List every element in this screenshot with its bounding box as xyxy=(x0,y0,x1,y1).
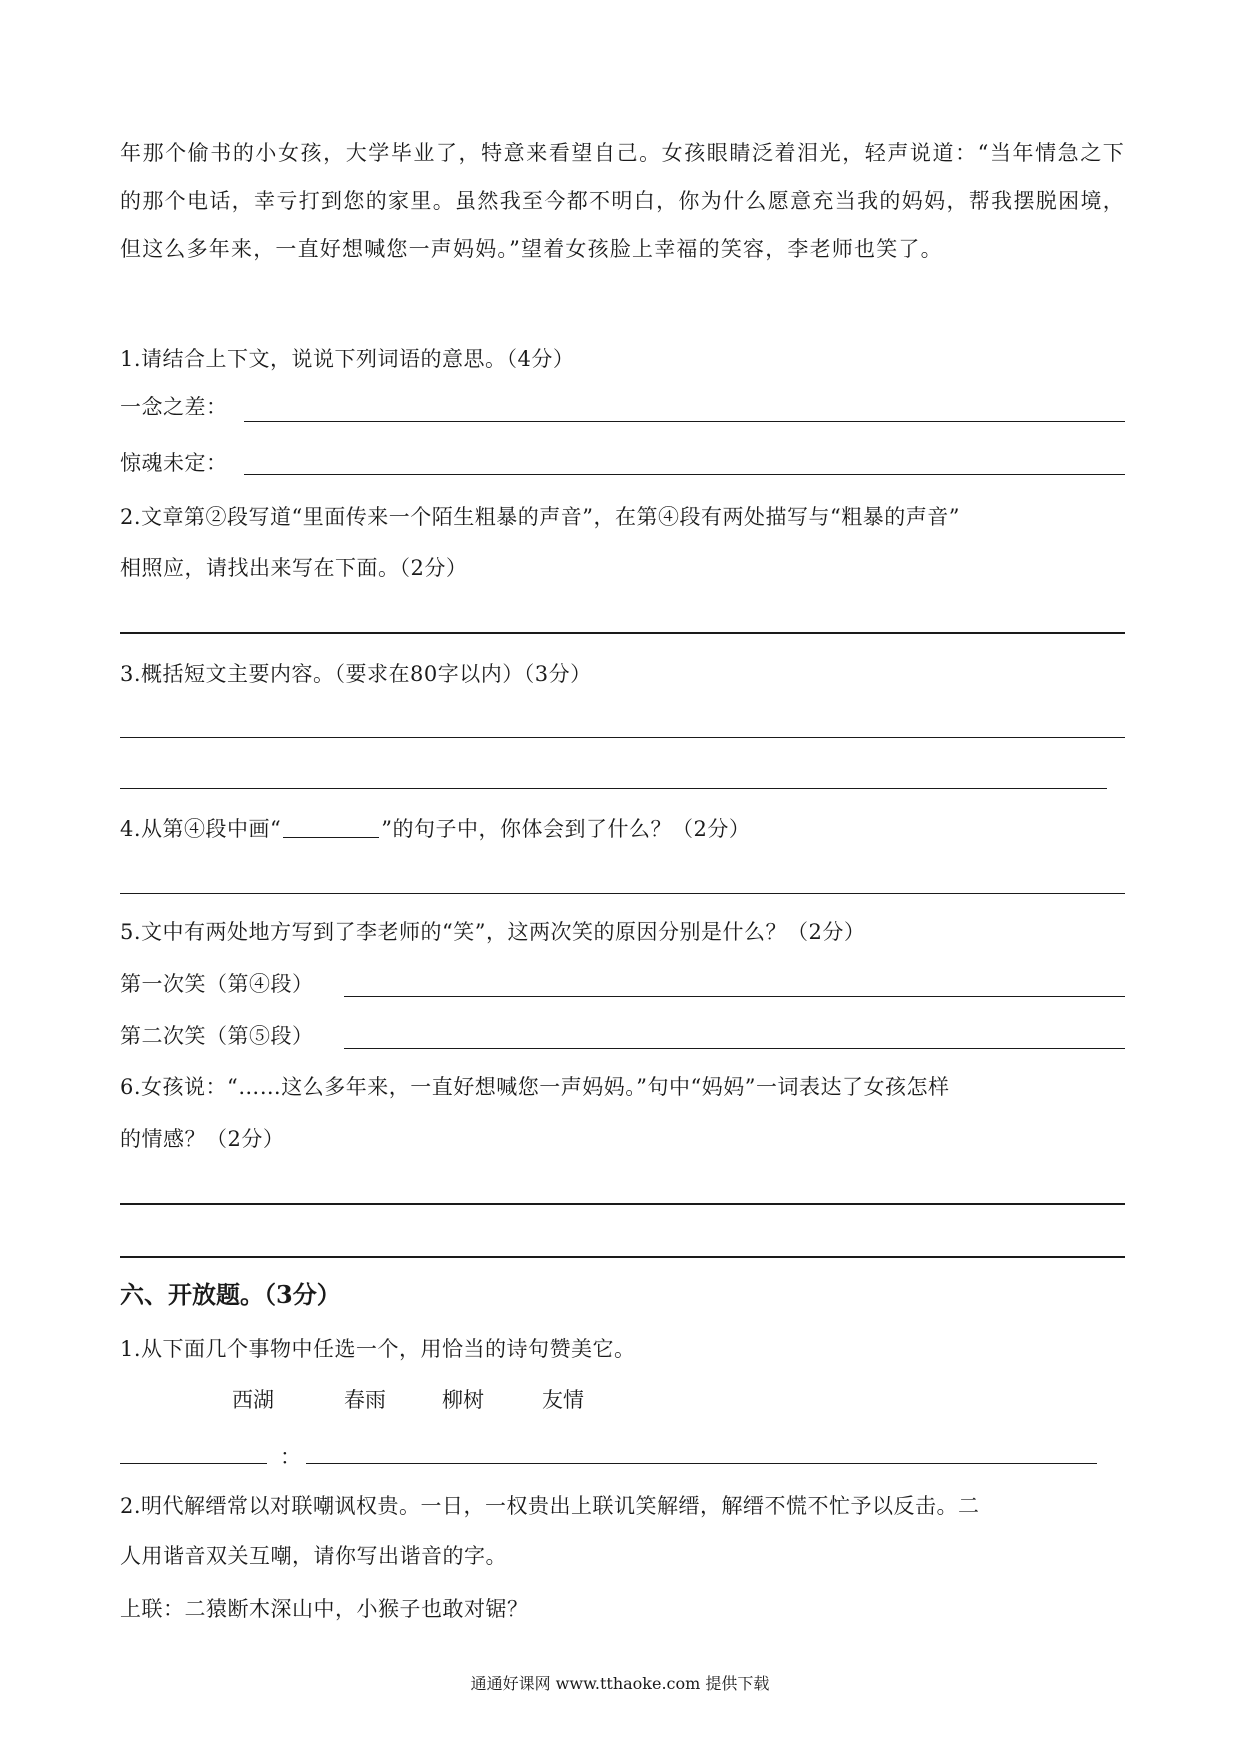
q4-inline-blank xyxy=(283,815,379,838)
q3-prompt: 3.概括短文主要内容。（要求在80字以内）（3分） xyxy=(120,662,592,686)
q6-prompt-line-1: 6.女孩说：“……这么多年来，一直好想喊您一声妈妈。”句中“妈妈”一词表达了女孩怎样 xyxy=(120,1075,950,1099)
q2-prompt-line-2: 相照应，请找出来写在下面。（2分） xyxy=(120,556,468,580)
answer-line-q2[interactable] xyxy=(120,632,1125,634)
q6-prompt-line-2: 的情感？（2分） xyxy=(120,1127,285,1151)
s6-q1-prompt: 1.从下面几个事物中任选一个，用恰当的诗句赞美它。 xyxy=(120,1337,636,1361)
answer-line-q1-term-2[interactable] xyxy=(244,474,1125,475)
s6-q1-colon: ： xyxy=(280,1445,301,1469)
q5-second-label: 第二次笑（第⑤段） xyxy=(120,1024,314,1048)
option-item: 春雨 xyxy=(344,1388,386,1412)
answer-line-q5-second[interactable] xyxy=(344,1048,1125,1049)
answer-line-q5-first[interactable] xyxy=(344,996,1125,997)
q1-term-1: 一念之差： xyxy=(120,395,228,419)
option-item: 友情 xyxy=(542,1388,584,1412)
answer-line-q6-2[interactable] xyxy=(120,1256,1125,1258)
s6-q2-couplet: 上联：二猿断木深山中，小猴子也敢对锯？ xyxy=(120,1597,529,1621)
q1-term-2: 惊魂未定： xyxy=(120,451,228,475)
answer-line-q1-term-1[interactable] xyxy=(244,421,1125,422)
option-item: 西湖 xyxy=(232,1388,274,1412)
q4-prompt-after: ”的句子中，你体会到了什么？（2分） xyxy=(381,817,751,841)
q4-prompt-before: 4.从第④段中画“ xyxy=(120,817,282,841)
answer-line-q4[interactable] xyxy=(120,893,1125,894)
answer-line-s6-q1-verse[interactable] xyxy=(306,1463,1097,1464)
passage-paragraph: 年那个偷书的小女孩，大学毕业了，特意来看望自己。女孩眼睛泛着泪光，轻声说道：“当年情急之下的那个电话，幸亏打到您的家里。虽然我至今都不明白，你为什么愿意充当我的妈妈，帮我摆脱困境，但这么多年来，一直好想喊您一声妈妈。”望着女孩脸上幸福的笑容，李老师也笑了。 xyxy=(120,141,1125,261)
answer-line-q6-1[interactable] xyxy=(120,1203,1125,1205)
s6-q2-prompt-line-2: 人用谐音双关互嘲，请你写出谐音的字。 xyxy=(120,1544,507,1568)
answer-line-s6-q1-choice[interactable] xyxy=(120,1463,267,1464)
answer-line-q3-1[interactable] xyxy=(120,737,1125,738)
option-item: 柳树 xyxy=(442,1388,484,1412)
q5-first-label: 第一次笑（第④段） xyxy=(120,972,314,996)
q4-prompt xyxy=(120,814,750,844)
page-footer: 通通好课网 www.tthaoke.com 提供下载 xyxy=(470,1674,770,1693)
section-6-heading: 六、开放题。（3分） xyxy=(120,1280,341,1309)
answer-line-q3-2[interactable] xyxy=(120,788,1107,789)
q1-prompt: 1.请结合上下文，说说下列词语的意思。（4分） xyxy=(120,347,575,371)
q5-prompt: 5.文中有两处地方写到了李老师的“笑”，这两次笑的原因分别是什么？（2分） xyxy=(120,920,866,944)
s6-q2-prompt-line-1: 2.明代解缙常以对联嘲讽权贵。一日，一权贵出上联讥笑解缙，解缙不慌不忙予以反击。二 xyxy=(120,1494,980,1518)
q2-prompt-line-1: 2.文章第②段写道“里面传来一个陌生粗暴的声音”，在第④段有两处描写与“粗暴的声音” xyxy=(120,505,960,529)
